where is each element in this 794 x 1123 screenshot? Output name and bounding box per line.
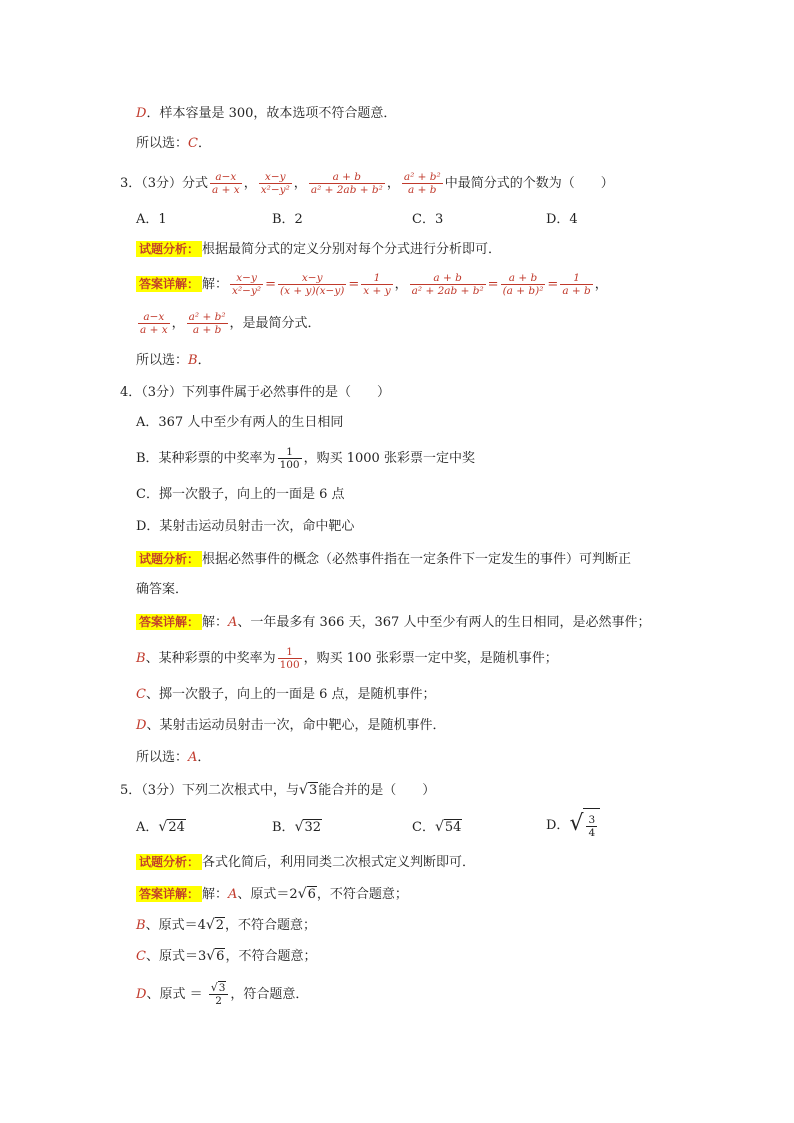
question-3-stem: 3．（3分）分式 $\frac{a-x}{a + x}$ ， $\frac{x-y}{\text{x²−y²}}$ ， $\frac{a + b}{\text{a² + 2ab + b²}}$ ， $\frac{\text{a² + b²}}{a + b}$ 中最简分式的个数为（ ） (120, 171, 614, 196)
fraction: $\frac{a-x}{a + x}$ (212, 171, 240, 196)
prev-answer: 所以选：C． (136, 136, 211, 151)
q4-analysis-line2: 确答案． (136, 582, 189, 597)
q3-option-d: D．4 (546, 212, 578, 227)
q5-analysis: 试题分析： 各式化简后，利用同类二次根式定义判断即可． (136, 853, 475, 872)
q3-detail-line2: $\frac{a-x}{a + x}$ ， $\frac{\text{a² + b²}}{a + b}$ ，是最简分式． (140, 311, 321, 336)
q5-detail-d: D、原式 ＝ $\frac{√3}{2}$ ，符合题意． (136, 981, 309, 1007)
q4-detail-d: D、某射击运动员射击一次，命中靶心，是随机事件． (136, 718, 446, 733)
q4-option-b: B．某种彩票的中奖率为 $\frac{1}{100}$ ，购买 1000 张彩票一定中奖 (136, 446, 475, 471)
q3-option-a: A．1 (136, 212, 167, 227)
q4-detail-a: 答案详解： 解：A、一年最多有 366 天，367 人中至少有两人的生日相同，是必然事件； (136, 613, 650, 632)
analysis-tag: 试题分析： (136, 854, 202, 870)
fraction: $\frac{a + b}{\text{a² + 2ab + b²}}$ (310, 171, 383, 196)
q4-option-a: A．367 人中至少有两人的生日相同 (136, 415, 344, 430)
fraction: $\frac{\text{a² + b²}}{a + b}$ (403, 171, 441, 196)
q3-option-b: B．2 (272, 212, 303, 227)
q3-option-c: C．3 (412, 212, 444, 227)
q4-detail-b: B、某种彩票的中奖率为 $\frac{1}{100}$ ，购买 100 张彩票一定中奖，是随机事件； (136, 646, 558, 671)
q4-option-d: D．某射击运动员射击一次，命中靶心 (136, 519, 355, 534)
q5-detail-c: C、原式＝3√6，不符合题意； (136, 948, 317, 964)
analysis-tag: 试题分析： (136, 241, 202, 257)
detail-tag: 答案详解： (136, 276, 202, 292)
q4-detail-c: C、掷一次骰子，向上的一面是 6 点，是随机事件； (136, 687, 436, 702)
q3-answer: 所以选：B． (136, 353, 211, 368)
q5-option-c: C．√54 (412, 819, 462, 835)
q3-detail-line1: 答案详解： 解： $\frac{x-y}{\text{x²−y²}}$ = $\frac{x-y}{(x + y)(x-y)}$ = $\frac{1}{x + y}$ ， $\frac{a + b}{\text{a² + 2ab + b²}}$ = $\frac{a + b}{\text{(a + b)²}}$ = $\frac{1}{a + b}$ ， (136, 268, 608, 301)
prev-option-d-line: D．样本容量是 300，故本选项不符合题意． (136, 106, 397, 121)
question-4-stem: 4．（3分）下列事件属于必然事件的是（ ） (120, 385, 391, 400)
q3-analysis: 试题分析： 根据最简分式的定义分别对每个分式进行分析即可． (136, 240, 501, 259)
q4-answer: 所以选：A． (136, 750, 211, 765)
q4-option-c: C．掷一次骰子，向上的一面是 6 点 (136, 487, 345, 502)
q5-detail-b: B、原式＝4√2，不符合题意； (136, 917, 317, 933)
detail-tag: 答案详解： (136, 886, 202, 902)
q5-option-d: D．√ $\frac{3}{4}$ (546, 806, 600, 845)
q5-detail-a: 答案详解： 解：A、原式＝2√6，不符合题意； (136, 885, 408, 904)
analysis-tag: 试题分析： (136, 551, 202, 567)
detail-tag: 答案详解： (136, 614, 202, 630)
q5-option-a: A．√24 (136, 819, 185, 835)
q4-analysis-line1: 试题分析： 根据必然事件的概念（必然事件指在一定条件下一定发生的事件）可判断正 (136, 550, 631, 569)
q5-option-b: B．√32 (272, 819, 322, 835)
question-5-stem: 5．（3分）下列二次根式中，与√3能合并的是（ ） (120, 782, 436, 798)
fraction: $\frac{x-y}{\text{x²−y²}}$ (260, 171, 290, 196)
